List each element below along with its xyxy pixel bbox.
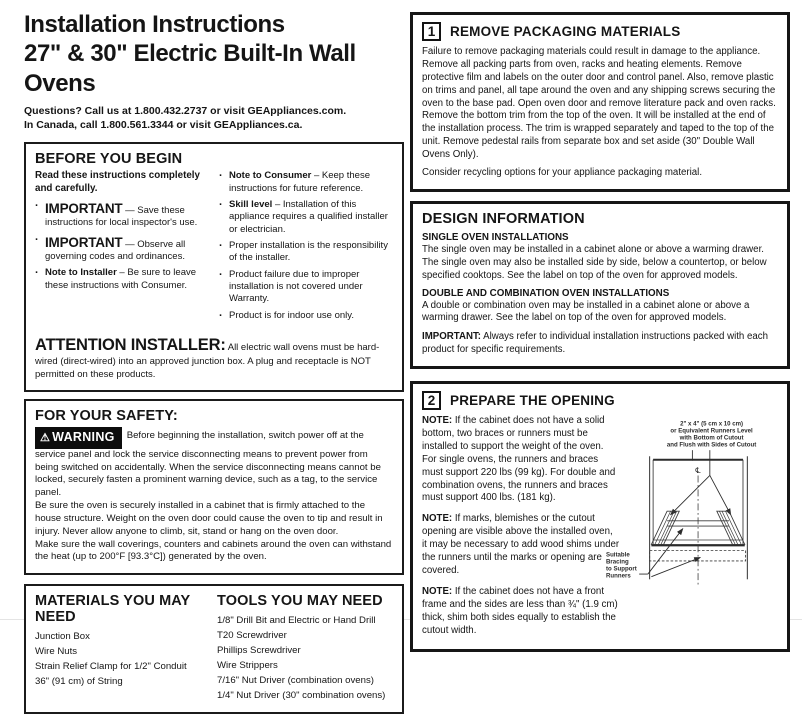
item-text: Product failure due to improper installation is not covered under Warranty. xyxy=(229,268,363,305)
right-column xyxy=(410,12,790,652)
note-2 xyxy=(422,513,620,577)
step1-heading: REMOVE PACKAGING MATERIALS xyxy=(450,24,681,39)
item-text: – Be sure to leave these instructions with Consumer. xyxy=(45,267,197,291)
section-heading: BEFORE YOU BEGIN xyxy=(35,151,183,168)
item-text: Proper installation is the responsibility of the installer. xyxy=(229,239,388,264)
left-column xyxy=(24,10,404,714)
section-materials-tools xyxy=(24,584,404,714)
list-item xyxy=(35,234,209,264)
item-lead: Note to Installer xyxy=(45,267,117,279)
bullet-marker xyxy=(219,310,229,323)
single-oven-subheading: SINGLE OVEN INSTALLATIONS xyxy=(422,231,569,243)
note-body: If marks, blemishes or the cutout opening are visible above the installed oven, it may be necessary to add wood shims under the runners until the marks or opening are covered. xyxy=(422,513,620,576)
item-text: – Installation of this appliance requires a qualified installer or electrician. xyxy=(229,198,388,235)
important-lead: IMPORTANT: xyxy=(422,331,482,343)
runner-label-line3: with Bottom of Cutout xyxy=(679,434,744,442)
step-number-badge: 1 xyxy=(422,22,441,41)
warning-badge xyxy=(35,427,122,449)
safety-paragraph-1 xyxy=(35,427,393,500)
tools-heading: TOOLS YOU MAY NEED xyxy=(217,593,383,610)
list-item xyxy=(35,267,209,292)
contact-line-canada: In Canada, call 1.800.561.3344 or visit GEAppliances.ca. xyxy=(24,119,303,132)
tools-list xyxy=(217,593,393,703)
safety-paragraph-2 xyxy=(35,500,393,539)
section-step2-prepare-opening xyxy=(410,381,790,652)
list-item xyxy=(219,269,393,306)
tool-item: T20 Screwdriver xyxy=(217,630,287,642)
item-text: — Save these instructions for local inspector's use. xyxy=(45,204,198,229)
design-important-note xyxy=(422,331,778,357)
intro-text: Read these instructions completely and carefully. xyxy=(35,170,200,194)
runner-label-line4: and Flush with Sides of Cutout xyxy=(666,441,757,449)
bullet-marker xyxy=(35,200,45,230)
bullet-marker xyxy=(35,234,45,264)
tool-item: 1/4" Nut Driver (30" combination ovens) xyxy=(217,689,386,701)
attention-installer-note xyxy=(35,335,393,381)
list-item xyxy=(219,310,393,323)
section-before-you-begin xyxy=(24,142,404,392)
note-body: If the cabinet does not have a front frame and the sides are less than ¾" (1.9 cm) thick, shim both sides equally to establish the cutout width. xyxy=(422,585,618,636)
centerline-symbol: ℄ xyxy=(695,465,701,475)
step1-paragraph-2: Consider recycling options for your appliance packaging material. xyxy=(422,167,703,179)
item-lead: Skill level xyxy=(229,198,273,210)
list-item xyxy=(219,199,393,236)
material-item: Junction Box xyxy=(35,631,90,643)
warning-badge-label: WARNING xyxy=(52,429,115,444)
tool-item: 1/8" Drill Bit and Electric or Hand Drill xyxy=(217,615,376,627)
bracing-label-line4: Runners xyxy=(606,572,631,580)
before-you-begin-right-list xyxy=(219,170,393,327)
attention-installer-title: ATTENTION INSTALLER: xyxy=(35,335,226,354)
document-header xyxy=(24,10,404,133)
bullet-marker xyxy=(219,269,229,306)
note-lead: NOTE: xyxy=(422,585,453,597)
item-lead: IMPORTANT xyxy=(45,200,123,216)
item-text: Product is for indoor use only. xyxy=(229,309,354,321)
important-body: Always refer to individual installation instructions packed with each product for specific requirements. xyxy=(422,331,769,356)
runner-label-line1: 2" x 4" (5 cm x 10 cm) xyxy=(680,420,744,428)
materials-list xyxy=(35,593,211,703)
section-heading: FOR YOUR SAFETY: xyxy=(35,407,178,424)
material-item: 36" (91 cm) of String xyxy=(35,675,123,687)
note-lead: NOTE: xyxy=(422,513,453,525)
double-oven-subheading: DOUBLE AND COMBINATION OVEN INSTALLATIONS xyxy=(422,287,670,299)
safety-text-1: Before beginning the installation, switch power off at the service panel and lock the service disconnecting means to prevent power from being switched on accidentally. When the service disconnecting means cannot be locked, securely fasten a prominent warning device, such as a tag, to the service panel. xyxy=(35,429,381,499)
bullet-marker xyxy=(219,199,229,236)
materials-heading: MATERIALS YOU MAY NEED xyxy=(35,593,191,626)
step1-paragraph-1: Failure to remove packaging materials could result in damage to the appliance. Remove all packing parts from oven, racks and heating elements. Remove protective film and labels on the outer door and control panel. Also, remove plastic on trims and panel, all tape around the oven and any shipping screws securing the oven to the base pad. Open oven door and remove literature pack and oven racks. Remove the bottom trim from the top of the oven. It will be installed at the end of the installation process. The trim is wrapped separately and taped to the top of the unit. Remove pedestal rails from separate box and set aside (30" Double Wall Ovens Only). xyxy=(422,46,776,161)
note-1 xyxy=(422,415,620,505)
bullet-marker xyxy=(219,240,229,265)
item-text: – Keep these instructions for future reference. xyxy=(229,170,370,194)
step-number-badge: 2 xyxy=(422,391,441,410)
before-you-begin-left-list xyxy=(35,170,209,327)
single-oven-body: The single oven may be installed in a cabinet alone or above a warming drawer. The single oven may also be installed side by side, below a countertop, or below specified cooktops. See the label on top of the oven for approved models. xyxy=(422,243,767,281)
material-item: Wire Nuts xyxy=(35,646,78,658)
page-title-line2: 27" & 30" Electric Built-In Wall Ovens xyxy=(24,40,356,97)
section-design-information xyxy=(410,201,790,369)
tool-item: Phillips Screwdriver xyxy=(217,644,301,656)
section-heading: DESIGN INFORMATION xyxy=(422,210,585,227)
bracing-label-line2: Bracing xyxy=(606,558,629,566)
tool-item: 7/16" Nut Driver (combination ovens) xyxy=(217,674,374,686)
safety-text-2: Be sure the oven is securely installed in a cabinet that is firmly attached to the house structure. Weight on the oven door could cause the oven to tip and result in injury. Never allow anyone to climb, sit, stand or hang on the oven door. xyxy=(35,500,383,537)
warning-triangle-icon: ⚠ xyxy=(40,431,51,444)
safety-text-3: Make sure the wall coverings, counters and cabinets around the oven can withstand the heat (up to 200°F [93.3°C]) generated by the oven. xyxy=(35,538,392,563)
step2-notes xyxy=(422,415,620,645)
runner-label-line2: or Equivalent Runners Level xyxy=(670,427,753,435)
bracing-label-line3: to Support xyxy=(606,565,637,573)
item-lead: Note to Consumer xyxy=(229,170,312,182)
cabinet-opening-diagram-svg xyxy=(606,417,784,595)
list-item xyxy=(35,200,209,230)
step2-heading: PREPARE THE OPENING xyxy=(450,393,615,409)
material-item: Strain Relief Clamp for 1/2" Conduit xyxy=(35,660,187,672)
safety-paragraph-3 xyxy=(35,539,393,565)
bullet-marker xyxy=(35,267,45,292)
bullet-marker xyxy=(219,170,229,195)
tool-item: Wire Strippers xyxy=(217,659,278,671)
attention-installer-body: All electric wall ovens must be hard-wired (direct-wired) into an approved junction box. A plug and receptacle is NOT permitted on these products. xyxy=(35,341,380,380)
cabinet-opening-diagram xyxy=(606,417,784,645)
section-for-your-safety xyxy=(24,399,404,575)
note-lead: NOTE: xyxy=(422,415,453,427)
list-item xyxy=(219,240,393,265)
note-body: If the cabinet does not have a solid bottom, two braces or runners must be installed to support the weight of the oven. For single ovens, the runners and braces must support 220 lbs (99 kg). For double and combination ovens, the runners and braces must support 400 lbs. (181 kg). xyxy=(422,415,616,504)
item-lead: IMPORTANT xyxy=(45,234,123,250)
list-item xyxy=(219,170,393,195)
double-oven-body: A double or combination oven may be installed in a cabinet alone or above a warming drawer. See the label on top of the oven for approved models. xyxy=(422,299,750,324)
item-text: — Observe all governing codes and ordinances. xyxy=(45,238,186,263)
page-title-line1: Installation Instructions xyxy=(24,11,285,38)
note-3 xyxy=(422,586,620,638)
bracing-label-line1: Suitable xyxy=(606,551,630,559)
contact-line-us: Questions? Call us at 1.800.432.2737 or visit GEAppliances.com. xyxy=(24,104,347,117)
section-step1-remove-packaging xyxy=(410,12,790,192)
